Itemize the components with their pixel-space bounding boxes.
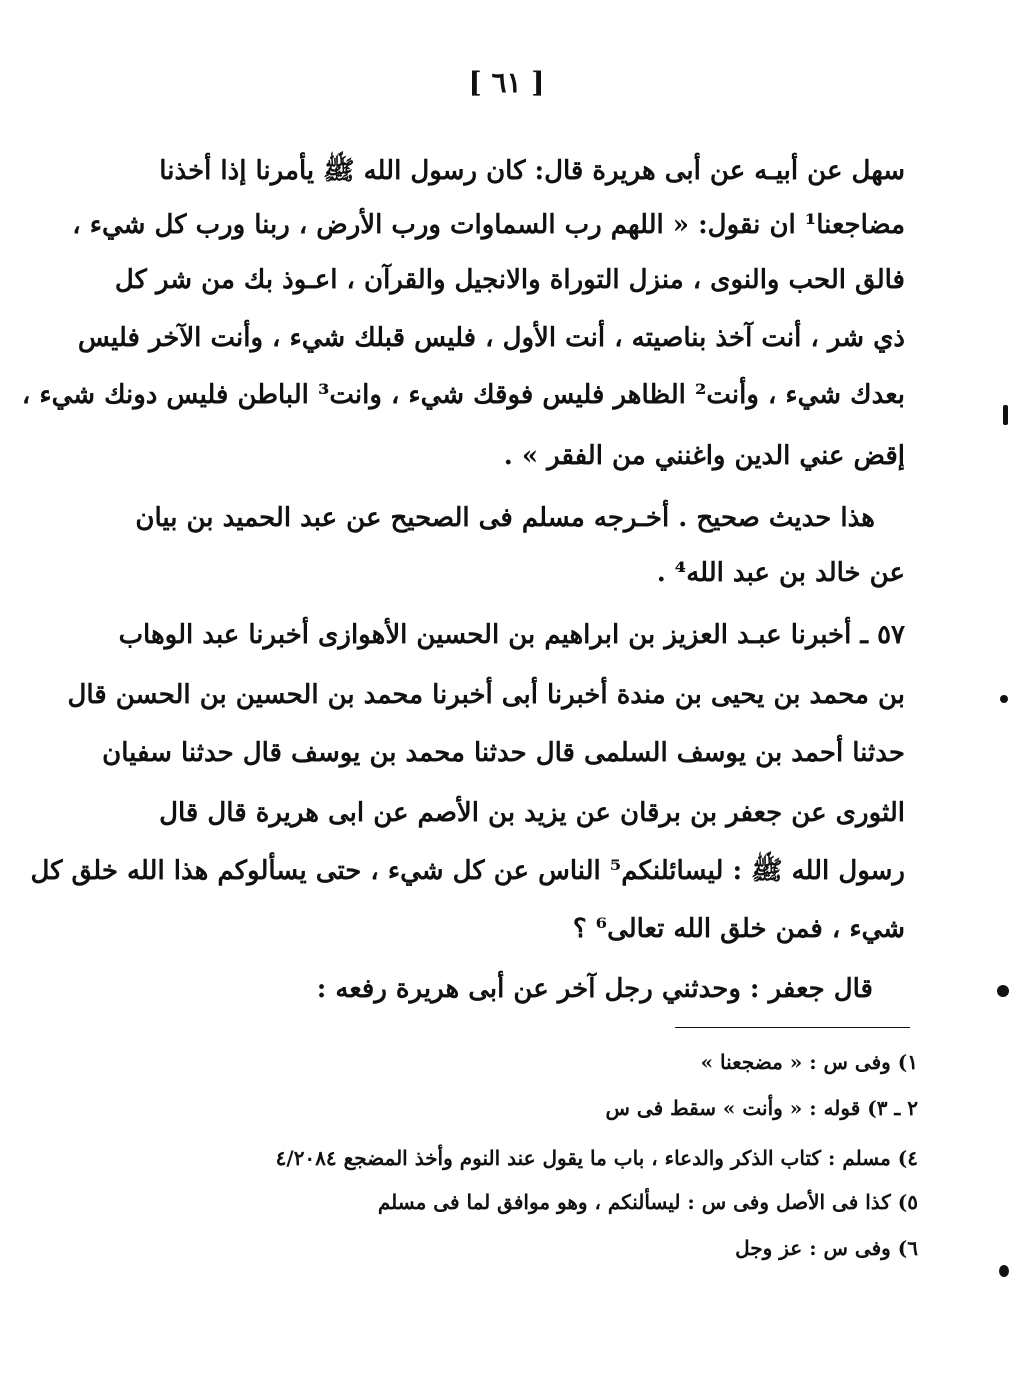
body-line: بن محمد بن يحيى بن مندة أخبرنا أبى أخبرنا محمد بن الحسين بن الحسن قال (67, 680, 905, 710)
body-line: بعدك شيء ، وأنت² الظاهر فليس فوقك شيء ، وانت³ الباطن فليس دونك شيء ، (21, 380, 905, 410)
footnote-divider (675, 1027, 910, 1028)
body-line: ذي شر ، أنت آخذ بناصيته ، أنت الأول ، فليس قبلك شيء ، وأنت الآخر فليس (77, 323, 905, 353)
scan-mark (999, 1265, 1009, 1277)
body-line: حدثنا أحمد بن يوسف السلمى قال حدثنا محمد بن يوسف قال حدثنا سفيان (102, 738, 905, 768)
scan-mark (1003, 405, 1008, 425)
body-line: فالق الحب والنوى ، منزل التوراة والانجيل والقرآن ، اعـوذ بك من شر كل (114, 265, 905, 295)
body-line: قال جعفر : وحدثني رجل آخر عن أبى هريرة رفعه : (316, 974, 873, 1004)
body-line: ٥٧ ـ أخبرنا عبـد العزيز بن ابراهيم بن الحسين الأهوازى أخبرنا عبد الوهاب (118, 620, 905, 650)
body-line: سهل عن أبيـه عن أبى هريرة قال: كان رسول الله ﷺ يأمرنا إذا أخذنا (159, 156, 905, 186)
page-number: [ ٦١ ] (468, 66, 545, 99)
body-line: رسول الله ﷺ : ليسائلنكم⁵ الناس عن كل شيء ، حتى يسألوكم هذا الله خلق كل (30, 856, 905, 886)
footnote: ٢ ـ ٣) قوله : « وأنت » سقط فى س (605, 1096, 918, 1120)
footnote: ٤) مسلم : كتاب الذكر والدعاء ، باب ما يقول عند النوم وأخذ المضجع ٤/٢٠٨٤ (275, 1146, 918, 1170)
body-line: إقض عني الدين واغنني من الفقر » . (503, 441, 905, 471)
footnote: ٦) وفى س : عز وجل (735, 1236, 918, 1260)
footnote: ١) وفى س : « مضجعنا » (700, 1050, 918, 1074)
body-line: الثورى عن جعفر بن برقان عن يزيد بن الأصم عن ابى هريرة قال قال (159, 798, 905, 828)
body-line: عن خالد بن عبد الله⁴ . (656, 558, 905, 588)
body-line: مضاجعنا¹ ان نقول: « اللهم رب السماوات ورب الأرض ، ربنا ورب كل شيء ، (72, 210, 905, 240)
body-line: شيء ، فمن خلق الله تعالى⁶ ؟ (572, 914, 905, 944)
scan-mark (997, 985, 1009, 997)
scan-mark (1000, 695, 1008, 703)
footnote: ٥) كذا فى الأصل وفى س : ليسألنكم ، وهو موافق لما فى مسلم (377, 1190, 918, 1214)
body-line: هذا حديث صحيح . أخـرجه مسلم فى الصحيح عن عبد الحميد بن بيان (135, 503, 875, 533)
